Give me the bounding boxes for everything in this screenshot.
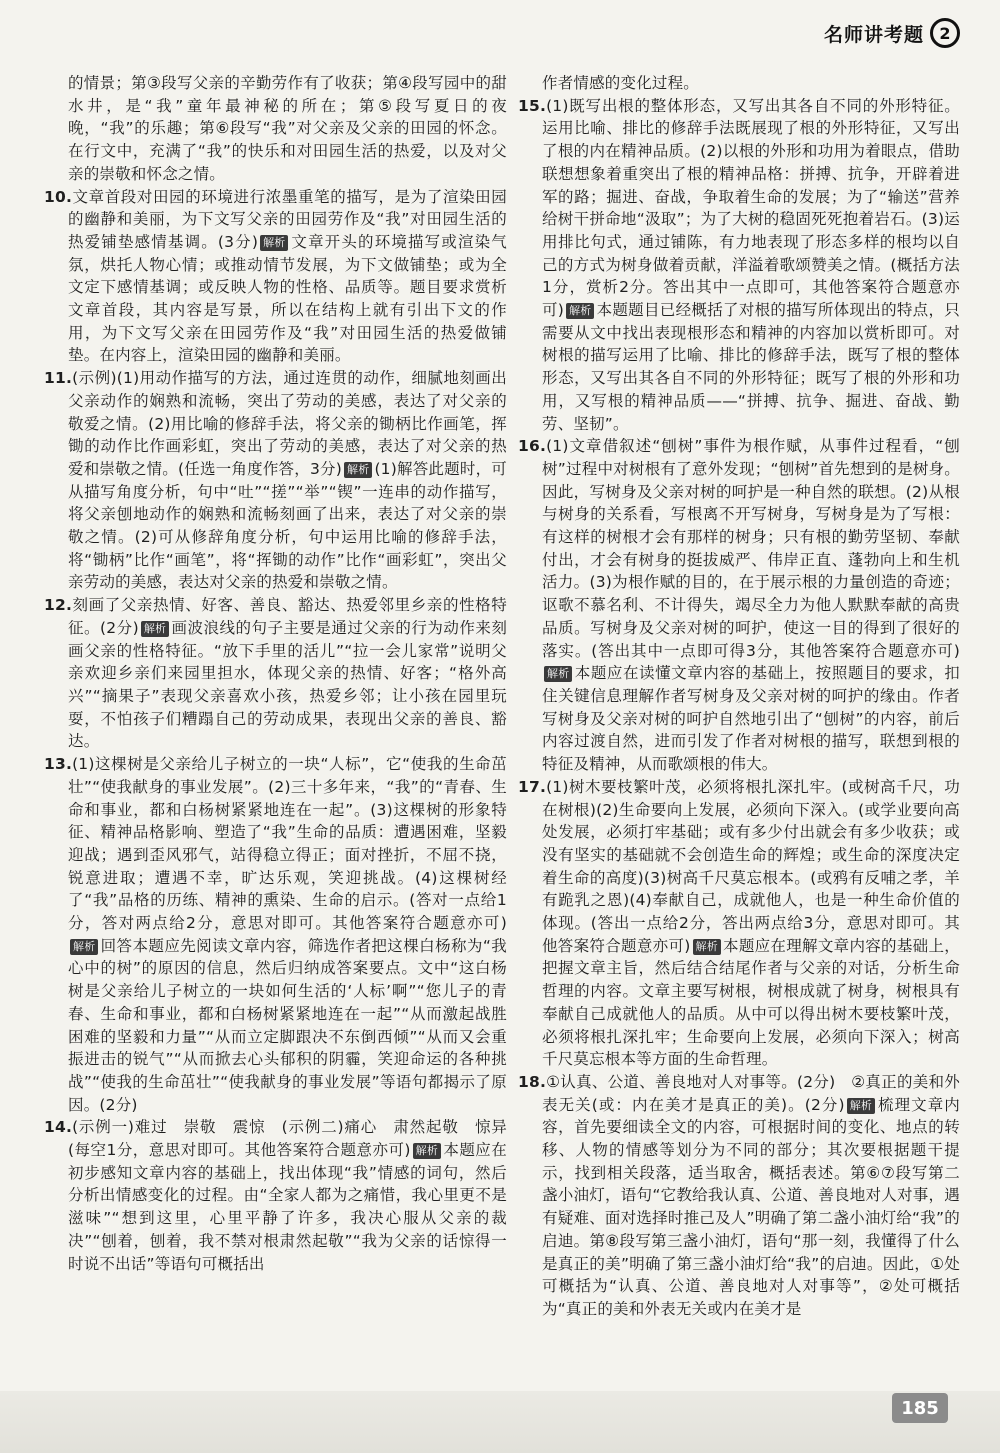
question-12 <box>44 594 507 753</box>
question-13-answer: (1)这棵树是父亲给儿子树立的一块“人标”，它“使我的生命茁壮”“使我献身的事业发展”。(2)三十多年来，“我”的“青春、生命和事业，都和白杨树紧紧地连在一起”。(3)这棵树的形象特征、精神品格影响、塑造了“我”生命的品质：遭遇困难，坚毅迎战；遇到歪风邪气，站得稳立得正；面对挫折，不屈不挠，锐意进取；遭遇不幸，旷达乐观，笑迎挑战。(4)这棵树经了“我”品格的历练、精神的熏染、生命的启示。(答对一点给1分，答对两点给2分，意思对即可。其他答案符合题意亦可) <box>68 755 507 933</box>
brand-title: 名师讲考题 <box>823 23 924 46</box>
question-17 <box>518 776 960 1071</box>
question-10-answer: 文章首段对田园的环境进行浓墨重笔的描写，是为了渲染田园的幽静和美丽，为下文写父亲的田园劳作及“我”对田园生活的热爱铺垫感情基调。(3分) <box>68 187 507 251</box>
question-13 <box>44 753 507 1116</box>
question-11-number: 11. <box>44 369 73 388</box>
question-15-number: 15. <box>518 96 547 115</box>
question-14-number: 14. <box>44 1118 73 1137</box>
question-14-analysis: 本题应在初步感知文章内容的基础上，找出体现“我”情感的词句，然后分析出情感变化的过程。由“全家人都为之痛惜，我心里更不是滋味”“想到这里，心里平静了许多，我决心服从父亲的裁决”“刨着，刨着，我不禁对根肃然起敬”“我为父亲的话惊得一时说不出话”等语句可概括出 <box>68 1141 507 1273</box>
brand-logo-icon <box>930 18 960 48</box>
analysis-tag: 解析 <box>141 621 169 637</box>
question-17-answer: (1)树木要枝繁叶茂，必须将根扎深扎牢。(或树高千尺，功在树根)(2)生命要向上发展，必须向下深入。(或学业要向高处发展，必须打牢基础；或有多少付出就会有多少收获；或没有坚实的基础就不会创造生命的辉煌；或生命的深度决定着生命的高度)(3)树高千尺莫忘根本。(或鸦有反哺之孝，羊有跪乳之恩)(4)奉献自己，成就他人，也是一种生命价值的体现。(答出一点给2分，答出两点给3分，意思对即可。其他答案符合题意亦可) <box>542 777 960 955</box>
question-17-analysis: 本题应在理解文章内容的基础上，把握文章主旨，然后结合结尾作者与父亲的对话，分析生命哲理的内容。文章主要写树根，树根成就了树身，树根具有奉献自己成就他人的品质。从中可以得出树木要枝繁叶茂，必须将根扎深扎牢；生命要向上发展，必须向下深入；树高千尺莫忘根本等方面的生命哲理。 <box>542 936 960 1069</box>
question-11-analysis: (1)解答此题时，可从描写角度分析，句中“吐”“搓”“举”“锲”一连串的动作描写，将父亲刨地动作的娴熟和流畅刻画了出来，表达了对父亲的崇敬之情。(2)可从修辞角度分析，句中运用比喻的修辞手法，将“锄柄”比作“画笔”，将“挥锄的动作”比作“画彩虹”，突出父亲劳动的美感，表达对父亲的热爱和崇敬之情。 <box>68 459 507 592</box>
analysis-tag: 解析 <box>413 1143 441 1159</box>
question-18-number: 18. <box>518 1072 547 1091</box>
analysis-tag: 解析 <box>70 939 98 955</box>
question-18 <box>518 1071 960 1321</box>
question-15-answer: (1)既写出根的整体形态，又写出其各自不同的外形特征。运用比喻、排比的修辞手法既展现了根的外形特征，又写出了根的内在精神品质。(2)以根的外形和功用为着眼点，借助联想想象着重突出了根的精神品格：拼搏、抗争，开辟着进军的路；掘进、奋战，争取着生命的发展；为了“输送”营养给树干拼命地“汲取”；为了大树的稳固死死抱着岩石。(3)运用排比句式，通过铺陈，有力地表现了形态多样的根均以自己的方式为树身做着贡献，洋溢着歌颂赞美之情。(概括方法1分，赏析2分。答出其中一点即可，其他答案符合题意亦可) <box>542 96 960 320</box>
question-15-analysis: 本题题目已经概括了对根的描写所体现出的特点，只需要从文中找出表现根形态和精神的内容加以赏析即可。对树根的描写运用了比喻、排比的修辞手法，既写了根的整体形态，又写出其各自不同的外形特征；既写了根的外形和功用，又写根的精神品质——“拼搏、抗争、掘进、奋战、勤劳、坚韧”。 <box>542 301 960 433</box>
analysis-tag: 解析 <box>260 235 288 251</box>
question-12-analysis: 画波浪线的句子主要是通过父亲的行为动作来刻画父亲的性格特征。“放下手里的活儿”“拉一会儿家常”说明父亲欢迎乡亲们来园里担水，体现父亲的热情、好客；“格外高兴”“摘果子”表现父亲喜欢小孩，热爱乡邻；让小孩在园里玩耍，不怕孩子们糟蹋自己的劳动成果，表现出父亲的善良、豁达。 <box>68 618 508 751</box>
page-number: 185 <box>892 1393 948 1423</box>
analysis-tag: 解析 <box>566 303 594 319</box>
question-17-number: 17. <box>518 777 547 796</box>
question-15 <box>518 95 960 436</box>
analysis-tag: 解析 <box>693 939 721 955</box>
question-14-answer: (示例一)难过 崇敬 震惊 (示例二)痛心 肃然起敬 惊异(每空1分，意思对即可。其他答案符合题意亦可) <box>68 1118 507 1160</box>
question-10-number: 10. <box>44 187 73 206</box>
page-header <box>824 18 960 48</box>
question-18-analysis: 梳理文章内容，首先要细读全文的内容，可根据时间的变化、地点的转移、人物的情感等划分为不同的部分；其次要根据题干提示，找到相关段落，适当取舍，概括表述。第⑥⑦段写第二盏小油灯，语句“它教给我认真、公道、善良地对人对事，遇有疑难、面对选择时推己及人”明确了第二盏小油灯给“我”的启迪。第⑧段写第三盏小油灯，语句“那一刻，我懂得了什么是真正的美”明确了第三盏小油灯给“我”的启迪。因此，①处可概括为“认真、公道、善良地对人对事等”，②处可概括为“真正的美和外表无关或内在美才是 <box>542 1095 960 1318</box>
question-18-answer: ①认真、公道、善良地对人对事等。(2分) ②真正的美和外表无关(或：内在美才是真正的美)。(2分) <box>542 1072 960 1114</box>
question-13-analysis: 回答本题应先阅读文章内容，筛选作者把这棵白杨称为“我心中的树”的原因的信息，然后归纳成答案要点。文中“这白杨树是父亲给儿子树立的一块如何生活的‘人标’啊”“您儿子的青春、生命和事业，都和白杨树紧紧地连在一起”“从而激起战胜困难的坚毅和力量”“从而立定脚跟决不东倒西倾”“从而又会重振进击的锐气”“从而掀去心头郁积的阴霾，笑迎命运的各种挑战”“使我的生命茁壮”“使我献身的事业发展”等语句都揭示了原因。(2分) <box>68 936 507 1114</box>
question-12-answer: 刻画了父亲热情、好客、善良、豁达、热爱邻里乡亲的性格特征。(2分) <box>68 596 507 637</box>
logo-glyph: 2 <box>939 23 951 43</box>
question-16-number: 16. <box>518 437 547 456</box>
question-14 <box>44 1116 507 1275</box>
analysis-tag: 解析 <box>344 462 372 478</box>
analysis-tag: 解析 <box>847 1098 875 1114</box>
question-11 <box>44 367 507 594</box>
question-10-analysis: 文章开头的环境描写或渲染气氛，烘托人物心情；或推动情节发展，为下文做铺垫；或为全文定下感情基调；或反映人物的性格、品质等。题目要求赏析文章首段，其内容是写景，所以在结构上就有引出下文的作用，为下文写父亲在田园劳作及“我”对田园生活的热爱做铺垫。在内容上，渲染田园的幽静和美丽。 <box>68 232 507 365</box>
question-12-number: 12. <box>44 596 73 615</box>
question-13-number: 13. <box>44 755 73 774</box>
question-16 <box>518 435 960 776</box>
left-column <box>44 72 507 1275</box>
analysis-tag: 解析 <box>544 666 572 682</box>
question-16-analysis: 本题应在读懂文章内容的基础上，按照题目的要求，扣住关键信息理解作者写树身及父亲对树的呵护的缘由。作者写树身及父亲对树的呵护自然地引出了“刨树”的内容，前后内容过渡自然，进而引发了作者对树根的描写，联想到根的特征及精神，从而歌颂根的伟大。 <box>542 664 960 774</box>
question-16-answer: (1)文章借叙述“刨树”事件为根作赋，从事件过程看，“刨树”过程中对树根有了意外发现；“刨树”首先想到的是树身。因此，写树身及父亲对树的呵护是一种自然的联想。(2)从根与树身的关系看，写根离不开写树身，写树身是为了写根：有这样的树根才会有那样的树身；只有根的勤劳坚韧、奉献付出，才会有树身的挺拔威严、伟岸正直、蓬勃向上和生机活力。(3)为根作赋的目的，在于展示根的力量创造的奇迹；讴歌不慕名利、不计得失，竭尽全力为他人默默奉献的高贵品质。写树身及父亲对树的呵护，使这一目的得到了很好的落实。(答出其中一点即可得3分，其他答案符合题意亦可) <box>542 437 960 660</box>
right-column <box>518 72 960 1321</box>
right-intro-text: 作者情感的变化过程。 <box>542 74 700 92</box>
page-footer <box>0 1391 1000 1453</box>
question-11-answer: (示例)(1)用动作描写的方法，通过连贯的动作，细腻地刻画出父亲动作的娴熟和流畅，突出了劳动的美感，表达了对父亲的敬爱之情。(2)用比喻的修辞手法，将父亲的锄柄比作画笔，挥锄的动作比作画彩虹，突出了劳动的美感，表达了对父亲的热爱和崇敬之情。(任选一角度作答，3分) <box>68 369 507 478</box>
left-intro-text: 的情景；第③段写父亲的辛勤劳作有了收获；第④段写园中的甜水井，是“我”童年最神秘的所在；第⑤段写夏日的夜晚，“我”的乐趣；第⑥段写“我”对父亲及父亲的田园的怀念。在行文中，充满了“我”的快乐和对田园生活的热爱，以及对父亲的崇敬和怀念之情。 <box>68 74 507 183</box>
question-10 <box>44 186 507 368</box>
